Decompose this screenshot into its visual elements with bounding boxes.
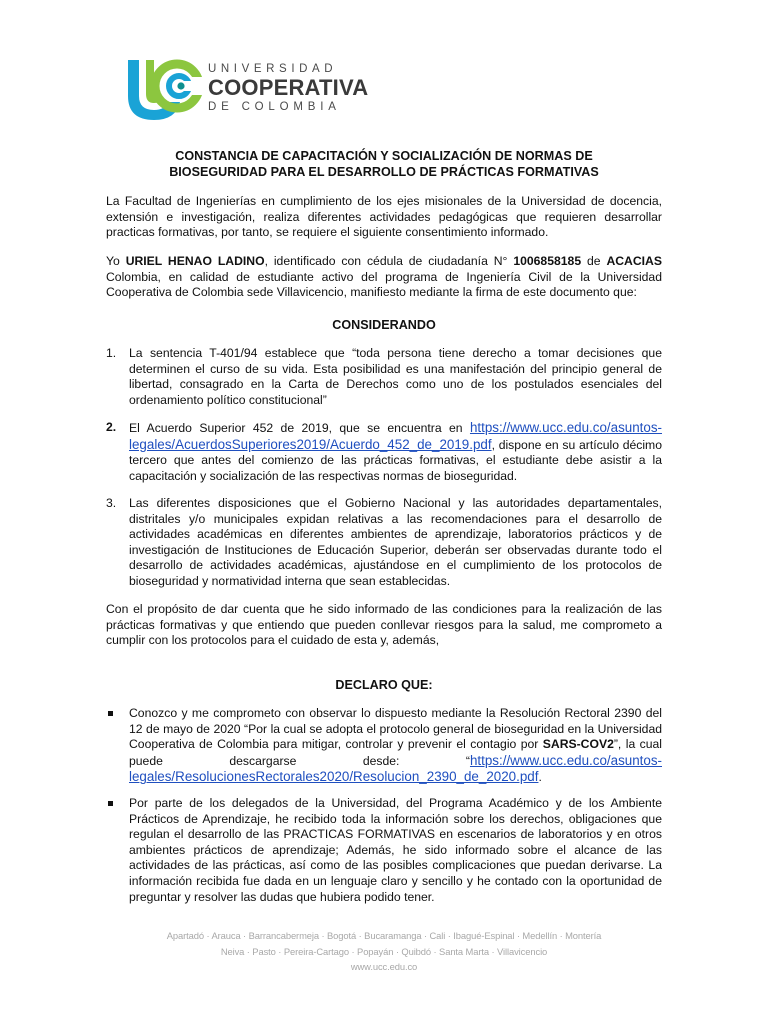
footer (140, 928, 628, 975)
footer-campuses-line-2: Neiva · Pasto · Pereira-Cartago · Popayán · Quibdó · Santa Marta · Villavicencio (220, 945, 548, 957)
square-bullet-icon (108, 801, 113, 806)
footer-campuses-line-1: Apartadó · Arauca · Barrancabermeja · Bogotá · Bucaramanga · Cali · Ibagué-Espinal · Medellín · Montería (166, 930, 602, 941)
intro-paragraph: La Facultad de Ingenierías en cumplimiento de los ejes misionales de la Universidad de docencia, extensión e investigación, realiza diferentes actividades pedagógicas que requieren desarrollar practicas formativas, por tanto, se requiere el siguiente consentimiento informado. (106, 194, 662, 240)
item-text-before: Conozco y me comprometo con observar lo dispuesto mediante la Resolución Rectoral 2390 del 12 de mayo de 2020 “Por la cual se adopta el protocolo general de bioseguridad en la Universidad Cooperativa de Colombia para mitigar, controlar y prevenir el contagio por (129, 706, 662, 752)
item-body (129, 420, 662, 484)
declaro-heading: DECLARO QUE: (335, 678, 433, 692)
item-text-before: El Acuerdo Superior 452 de 2019, que se encuentra en (129, 421, 470, 435)
footer-website: www.ucc.edu.co (350, 961, 418, 972)
item-text-mid: ”, la cual puede descargarse desde: “ (129, 737, 663, 768)
city-name: ACACIAS (606, 254, 662, 268)
declaro-item-2 (106, 796, 662, 905)
logo-line-universidad: UNIVERSIDAD (208, 63, 338, 75)
declarant-text-3: de (581, 254, 607, 268)
declarant-text-4: Colombia, en calidad de estudiante activo del programa de Ingeniería Civil de la Universidad Cooperativa de Colombia sede Villavicencio, manifiesto mediante la firma de este documento que: (106, 269, 662, 300)
considerando-item-3 (106, 496, 662, 590)
item-text: Por parte de los delegados de la Universidad, del Programa Académico y de los Ambiente Prácticos de Aprendizaje, he recibido toda la información sobre los derechos, obligaciones que regulan el desarrollo de las PRACTICAS FORMATIVAS en escenarios de laboratorios y en otros ambientes prácticos de aprendizaje; Además, he sido informado sobre el alcance de las actividades de las prácticas, así como de las posibles complicaciones que puedan derivarse. La información recibida fue dada en un lenguaje claro y sencillo y he contado con la oportunidad de preguntar y resolver las dudas que hubiera podido tener. (129, 796, 662, 904)
item-number: 3. (106, 496, 117, 510)
id-number: 1006858185 (513, 254, 582, 268)
title-line-1: CONSTANCIA DE CAPACITACIÓN Y SOCIALIZACIÓN DE NORMAS DE (175, 149, 593, 163)
square-bullet-icon (108, 711, 113, 716)
document-title (106, 148, 662, 180)
item-number: 2. (106, 420, 117, 434)
resolucion-link[interactable]: https://www.ucc.edu.co/asuntos-legales/ResolucionesRectorales2020/Resolucion_2390_de_2020.pdf (129, 752, 662, 785)
item-number: 1. (106, 346, 117, 360)
acuerdo-link[interactable]: https://www.ucc.edu.co/asuntos-legales/AcuerdosSuperiores2019/Acuerdo_452_de_2019.pdf (129, 420, 662, 452)
item-text: Las diferentes disposiciones que el Gobierno Nacional y las autoridades departamentales, distritales y/o municipales expidan relativas a las recomendaciones para el desarrollo de actividades académicas en diferentes ambientes de aprendizaje, laboratorios prácticos y de investigación de Instituciones de Educación Superior, deberán ser observadas durante todo el desarrollo de actividades académicas, ajustándose en el cumplimiento de los protocolos de bioseguridad y normatividad interna que sean establecidas. (129, 496, 662, 588)
logo-wordmark (208, 62, 368, 114)
considerando-heading: CONSIDERANDO (332, 318, 436, 332)
item-text-after: . (538, 770, 542, 785)
declaro-item-1 (106, 706, 662, 786)
ucc-logo-icon (124, 56, 204, 124)
considerando-item-1 (106, 346, 662, 408)
logo-line-cooperativa: COOPERATIVA (208, 75, 369, 100)
declarant-paragraph (106, 254, 662, 301)
virus-name: SARS-COV2 (542, 737, 614, 752)
declarant-text-2: , identificado con cédula de ciudadanía N° (264, 254, 514, 268)
logo-line-de-colombia: DE COLOMBIA (208, 101, 341, 113)
considerando-item-2 (106, 420, 662, 484)
title-line-2: BIOSEGURIDAD PARA EL DESARROLLO DE PRÁCTICAS FORMATIVAS (169, 165, 599, 179)
student-name: URIEL HENAO LADINO (125, 254, 265, 268)
item-text-after: , dispone en su artículo décimo tercero que antes del comienzo de las prácticas formativas, el estudiante debe asistir a la capacitación y socialización de las respectivas normas de bioseguridad. (129, 437, 662, 483)
item-body (129, 706, 662, 786)
purpose-paragraph: Con el propósito de dar cuenta que he sido informado de las condiciones para la realización de las prácticas formativas y que entiendo que pueden conllevar riesgos para la salud, me comprometo a cumplir con los protocolos para el cuidado de esta y, además, (106, 602, 662, 648)
item-text: La sentencia T-401/94 establece que “toda persona tiene derecho a tomar decisiones que determinen el curso de su vida. Esta posibilidad es una manifestación del principio general de libertad, consagrado en la Carta de Derechos como uno de los postulados esenciales del ordenamiento político constitucional” (129, 346, 662, 407)
university-logo (124, 56, 369, 124)
declarant-text-1: Yo (106, 254, 126, 268)
